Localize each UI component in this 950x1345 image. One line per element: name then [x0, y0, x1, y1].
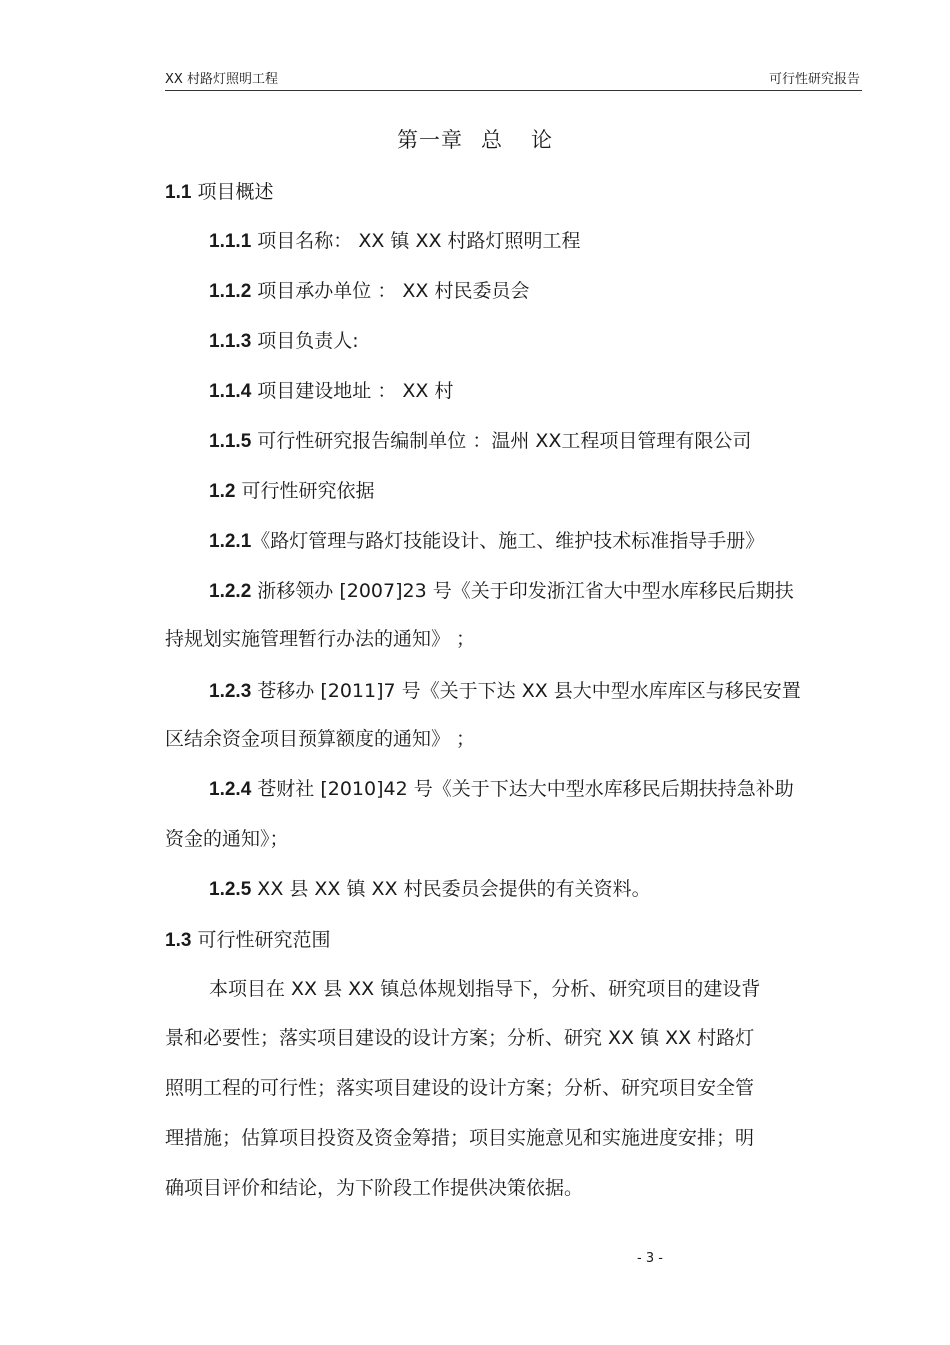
item-1-1-2 [209, 277, 529, 306]
item-1-1-4 [209, 377, 453, 406]
section-number: 1.1.4 [209, 381, 252, 402]
item-1-2-2 [209, 577, 794, 606]
section-text: 《路灯管理与路灯技能设计、施工、维护技术标准指导手册》 [251, 530, 765, 552]
paragraph-text: 理措施；估算项目投资及资金筹措；项目实施意见和实施进度安排；明 [165, 1127, 755, 1149]
item-1-1-5 [209, 427, 751, 456]
page-number: - 3 - [637, 1251, 663, 1266]
section-number: 1.2.5 [209, 879, 252, 900]
section-number: 1.2.2 [209, 581, 252, 602]
section-text: 苍财社 [2010]42 号《关于下达大中型水库移民后期扶持急补助 [251, 778, 794, 800]
section-text: XX 县 XX 镇 XX 村民委员会提供的有关资料。 [251, 878, 651, 900]
section-number: 1.2 [209, 481, 236, 502]
paragraph-text: 本项目在 XX 县 XX 镇总体规划指导下，分析、研究项目的建设背 [209, 978, 761, 1000]
item-1-2-4-continued [165, 825, 289, 853]
section-text: 可行性研究范围 [191, 929, 331, 951]
paragraph-line-5 [165, 1174, 583, 1202]
section-number: 1.2.4 [209, 779, 252, 800]
chapter-title [0, 124, 950, 154]
item-1-2-4 [209, 775, 794, 804]
page-header [165, 66, 862, 91]
chapter-title-part3: 论 [531, 128, 553, 152]
section-text: 持规划实施管理暂行办法的通知》 ； [165, 628, 476, 650]
section-number: 1.2.1 [209, 531, 252, 552]
section-text: 项目建设地址 ： XX 村 [251, 380, 454, 402]
section-text: 项目名称： XX 镇 XX 村路灯照明工程 [251, 230, 581, 252]
section-number: 1.1.3 [209, 331, 252, 352]
section-text: 项目负责人: [251, 330, 359, 352]
section-1-2 [209, 477, 374, 506]
item-1-2-3 [209, 677, 801, 706]
section-number: 1.1.2 [209, 281, 252, 302]
section-number: 1.3 [165, 930, 192, 951]
paragraph-text: 确项目评价和结论，为下阶段工作提供决策依据。 [165, 1177, 584, 1199]
paragraph-line-2 [165, 1024, 754, 1052]
paragraph-line-1 [209, 975, 760, 1003]
item-1-2-1 [209, 527, 764, 556]
section-number: 1.1.1 [209, 231, 252, 252]
paragraph-text: 景和必要性；落实项目建设的设计方案；分析、研究 XX 镇 XX 村路灯 [165, 1027, 755, 1049]
section-number: 1.1.5 [209, 431, 252, 452]
paragraph-text: 照明工程的可行性；落实项目建设的设计方案；分析、研究项目安全管 [165, 1077, 755, 1099]
header-report-title: 可行性研究报告 [768, 72, 860, 87]
section-text: 项目概述 [191, 181, 274, 203]
section-text: 资金的通知》； [165, 828, 289, 850]
section-1-3 [165, 926, 330, 955]
chapter-title-part2: 总 [481, 128, 503, 152]
item-1-2-5 [209, 875, 651, 904]
item-1-2-3-continued [165, 725, 475, 753]
chapter-title-part1: 第一章 [397, 128, 463, 152]
paragraph-line-3 [165, 1074, 754, 1102]
paragraph-line-4 [165, 1124, 754, 1152]
item-1-2-2-continued [165, 625, 475, 653]
item-1-1-3 [209, 327, 359, 356]
section-text: 苍移办 [2011]7 号《关于下达 XX 县大中型水库库区与移民安置 [251, 680, 801, 702]
section-text: 项目承办单位 ： XX 村民委员会 [251, 280, 530, 302]
section-text: 浙移领办 [2007]23 号《关于印发浙江省大中型水库移民后期扶 [251, 580, 794, 602]
item-1-1-1 [209, 227, 581, 256]
section-number: 1.1 [165, 182, 192, 203]
header-project-title: XX 村路灯照明工程 [165, 72, 278, 87]
section-1-1 [165, 178, 273, 207]
section-number: 1.2.3 [209, 681, 252, 702]
section-text: 可行性研究报告编制单位 ：温州 XX工程项目管理有限公司 [251, 430, 752, 452]
section-text: 可行性研究依据 [235, 480, 375, 502]
section-text: 区结余资金项目预算额度的通知》 ； [165, 728, 476, 750]
